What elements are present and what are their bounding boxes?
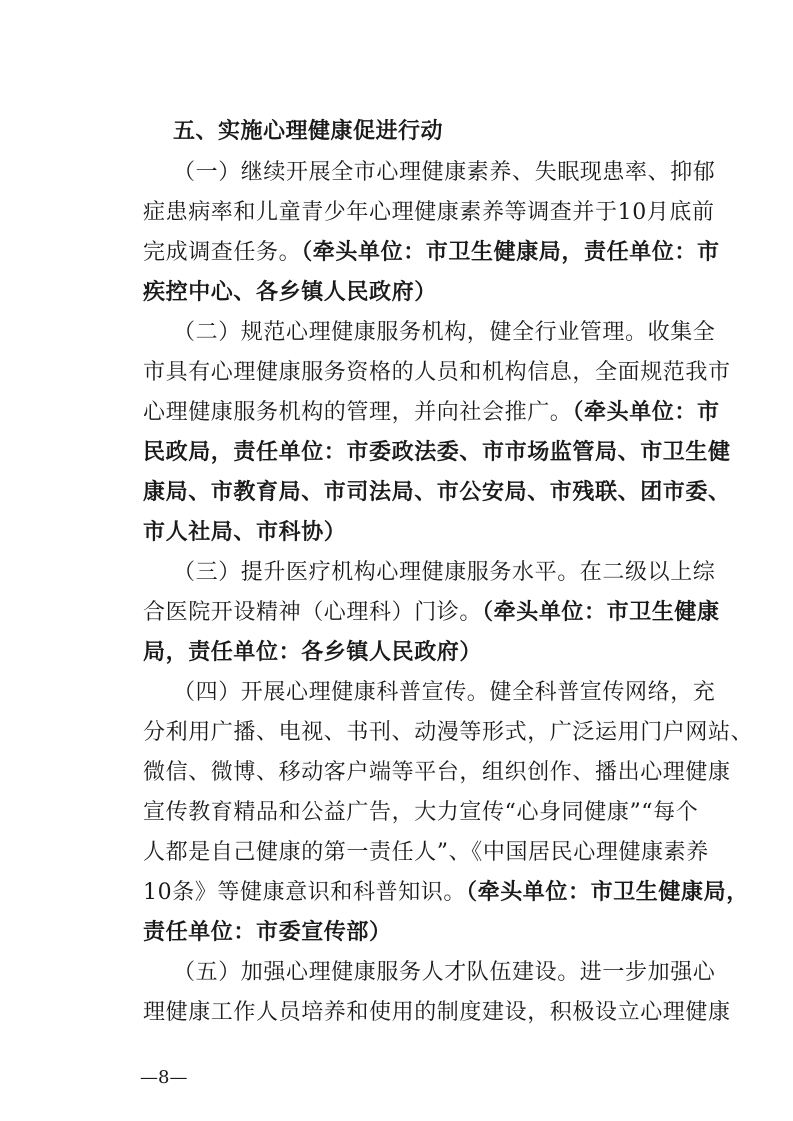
page-number: —8— bbox=[140, 1067, 188, 1088]
paragraph-1-line-4: 疾控中心、各乡镇人民政府） bbox=[143, 280, 437, 305]
paragraph-3-line-1: （三）提升医疗机构心理健康服务水平。在二级以上综 bbox=[173, 560, 716, 585]
paragraph-1-line-1: （一）继续开展全市心理健康素养、失眠现患率、抑郁 bbox=[173, 160, 716, 185]
paragraph-2-line-6: 市人社局、市科协） bbox=[143, 520, 347, 545]
paragraph-4-line-4: 宣传教育精品和公益广告，大力宣传“心身同健康”“每个 bbox=[143, 800, 699, 825]
paragraph-2-line-3 bbox=[143, 398, 720, 428]
paragraph-4-line-3: 微信、微博、移动客户端等平台，组织创作、播出心理健康 bbox=[143, 760, 731, 785]
paragraph-2-line-4: 民政局，责任单位：市委政法委、市市场监管局、市卫生健 bbox=[143, 440, 731, 465]
paragraph-2-line-1: （二）规范心理健康服务机构，健全行业管理。收集全 bbox=[173, 320, 716, 345]
paragraph-5-line-2: 理健康工作人员培养和使用的制度建设，积极设立心理健康 bbox=[143, 1000, 731, 1025]
paragraph-3-line-2-text: 合医院开设精神（心理科）门诊。 bbox=[143, 600, 483, 625]
paragraph-5-line-1: （五）加强心理健康服务人才队伍建设。进一步加强心 bbox=[173, 960, 716, 985]
paragraph-2-line-3-text: 心理健康服务机构的管理，并向社会推广。 bbox=[143, 400, 573, 425]
paragraph-4-line-7: 责任单位：市委宣传部） bbox=[143, 920, 392, 945]
paragraph-4-line-2: 分利用广播、电视、书刊、动漫等形式，广泛运用门户网站、 bbox=[143, 720, 754, 745]
paragraph-1-line-3-responsibility: （牵头单位：市卫生健康局，责任单位：市 bbox=[301, 240, 720, 265]
paragraph-4-line-1: （四）开展心理健康科普宣传。健全科普宣传网络，充 bbox=[173, 680, 716, 705]
paragraph-4-line-6-text: 10条》等健康意识和科普知识。 bbox=[143, 880, 466, 905]
paragraph-1-line-2: 症患病率和儿童青少年心理健康素养等调查并于10月底前 bbox=[143, 200, 715, 225]
section-heading: 五、实施心理健康促进行动 bbox=[173, 119, 444, 144]
paragraph-4-line-5: 人都是自己健康的第一责任人”、《中国居民心理健康素养 bbox=[143, 840, 709, 865]
paragraph-3-line-2-responsibility: （牵头单位：市卫生健康 bbox=[482, 600, 720, 625]
paragraph-1-line-3-text: 完成调查任务。 bbox=[143, 240, 302, 265]
paragraph-1-line-3 bbox=[143, 238, 720, 268]
paragraph-4-line-6 bbox=[143, 878, 749, 908]
paragraph-2-line-5: 康局、市教育局、市司法局、市公安局、市残联、团市委、 bbox=[143, 480, 731, 505]
paragraph-3-line-2 bbox=[143, 598, 720, 628]
paragraph-3-line-3: 局，责任单位：各乡镇人民政府） bbox=[143, 640, 483, 665]
paragraph-2-line-3-responsibility: （牵头单位：市 bbox=[572, 400, 720, 425]
paragraph-4-line-6-responsibility: （牵头单位：市卫生健康局， bbox=[466, 880, 749, 905]
paragraph-2-line-2: 市具有心理健康服务资格的人员和机构信息，全面规范我市 bbox=[143, 360, 731, 385]
